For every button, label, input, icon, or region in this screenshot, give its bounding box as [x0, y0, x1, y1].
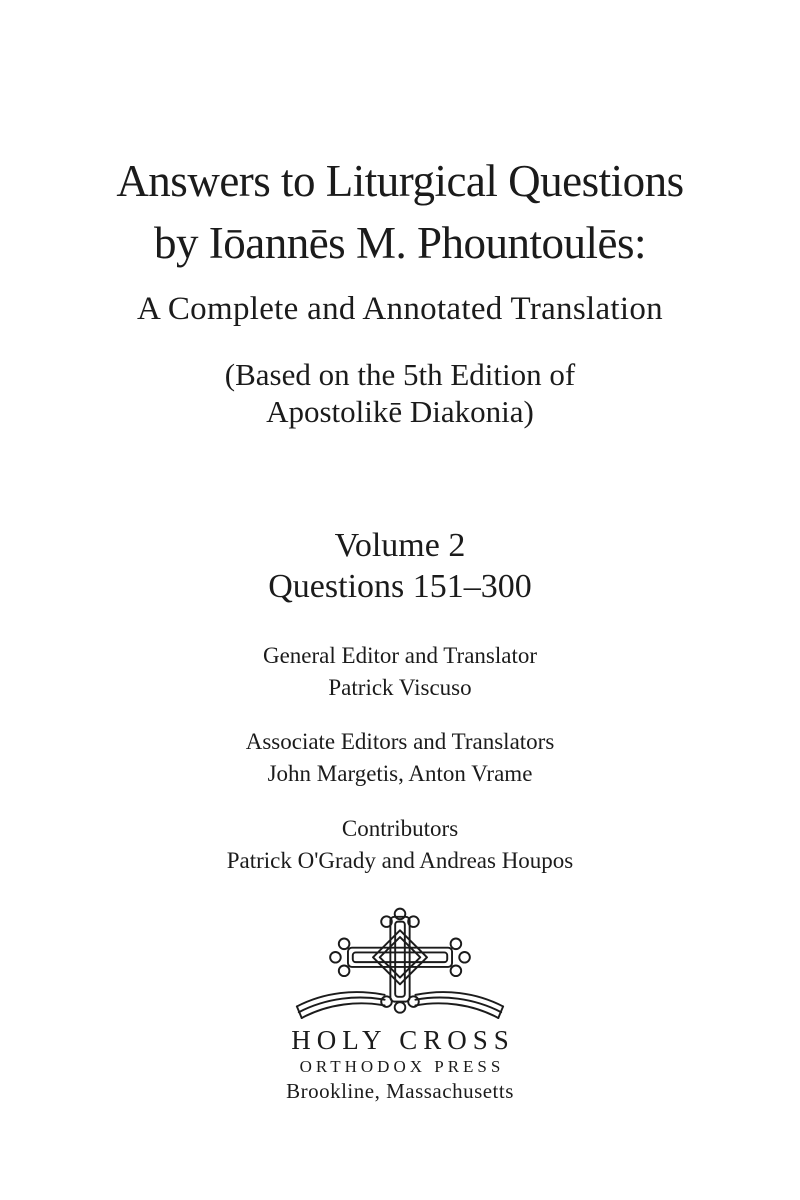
publisher-location: Brookline, Massachusetts: [286, 1079, 514, 1104]
book-title: [116, 150, 683, 274]
credit-general-editor: [263, 640, 537, 704]
credit-associate-editors: [246, 726, 555, 790]
question-range: Questions 151–300: [268, 568, 532, 606]
edition-note: [225, 357, 575, 430]
credit-role: Associate Editors and Translators: [245, 729, 555, 755]
volume-heading: [268, 526, 532, 608]
publisher-logo: [294, 907, 506, 1023]
book-title-line2: by Iōannēs M. Phountoulēs:: [154, 218, 646, 269]
credit-role: General Editor and Translator: [262, 642, 538, 668]
publisher-name: HOLY CROSS: [291, 1024, 515, 1055]
publisher-imprint: ORTHODOX PRESS: [299, 1057, 505, 1076]
credit-role: Contributors: [341, 815, 459, 841]
knotwork-cross-open-book-icon: [294, 907, 506, 1023]
credit-names: Patrick Viscuso: [328, 675, 472, 701]
credit-names: Patrick O'Grady and Andreas Houpos: [226, 847, 574, 873]
edition-note-line2: Apostolikē Diakonia): [266, 393, 534, 429]
publisher-block: [285, 1025, 515, 1104]
credit-contributors: [227, 813, 574, 877]
volume-number: Volume 2: [334, 527, 466, 565]
book-subtitle: A Complete and Annotated Translation: [137, 291, 663, 328]
credit-names: John Margetis, Anton Vrame: [267, 761, 533, 787]
book-title-line1: Answers to Liturgical Questions: [116, 156, 684, 206]
edition-note-line1: (Based on the 5th Edition of: [224, 357, 576, 393]
